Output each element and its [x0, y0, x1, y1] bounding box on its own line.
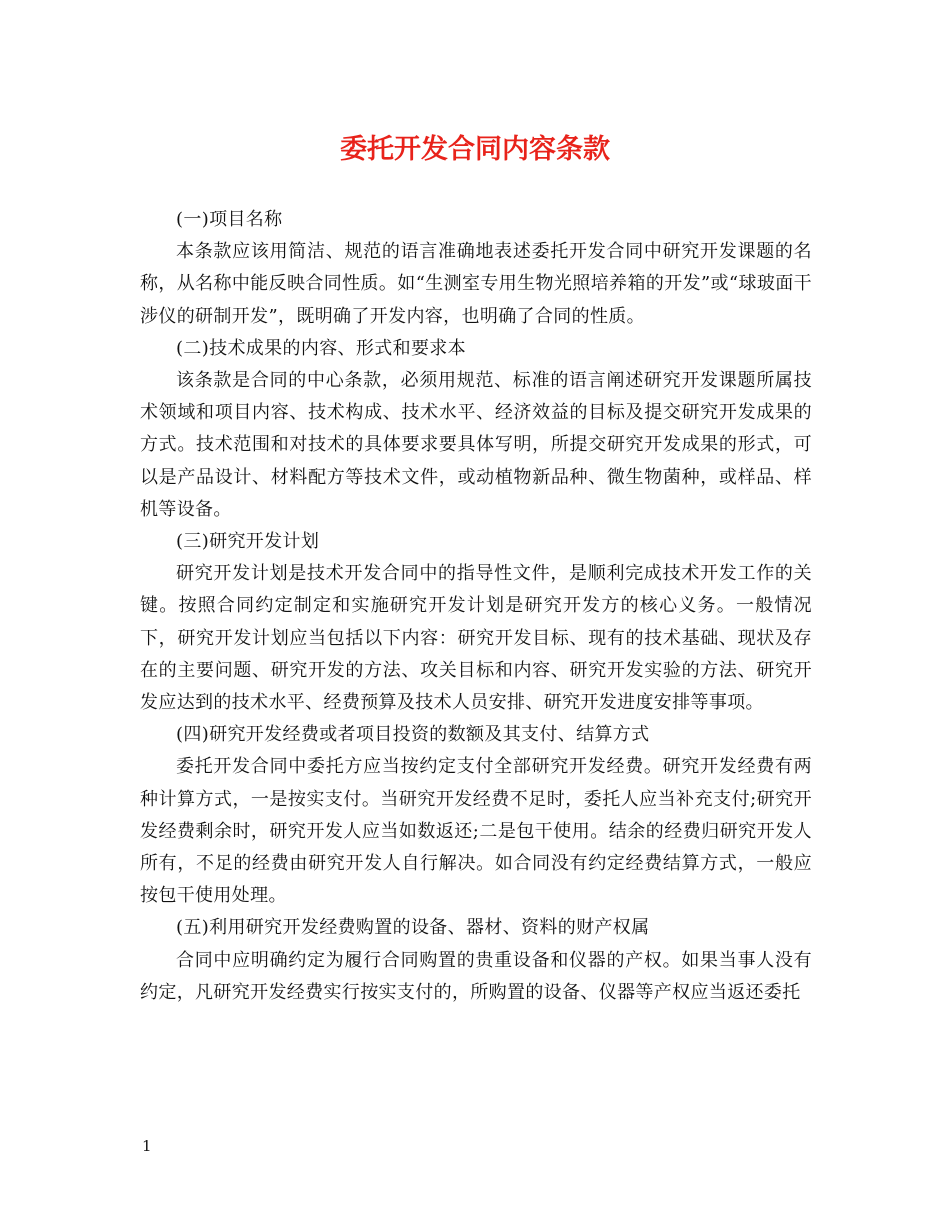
- document-title: 委托开发合同内容条款: [340, 134, 610, 165]
- body-paragraph-5: 合同中应明确约定为履行合同购置的贵重设备和仪器的产权。如果当事人没有约定，凡研究开发经费实行按实支付的，所购置的设备、仪器等产权应当返还委托: [140, 949, 812, 1003]
- section-heading-1: (一)项目名称: [176, 209, 283, 230]
- body-paragraph-3: 研究开发计划是技术开发合同中的指导性文件，是顺利完成技术开发工作的关键。按照合同约定制定和实施研究开发计划是研究开发方的核心义务。一般情况下，研究开发计划应当包括以下内容：研究开发目标、现有的技术基础、现状及存在的主要问题、研究开发的方法、攻关目标和内容、研究开发实验的方法、研究开发应达到的技术水平、经费预算及技术人员安排、研究开发进度安排等事项。: [140, 563, 812, 714]
- section-heading-2: (二)技术成果的内容、形式和要求本: [176, 337, 466, 359]
- document-body: [140, 204, 812, 1009]
- body-paragraph-4: 委托开发合同中委托方应当按约定支付全部研究开发经费。研究开发经费有两种计算方式，一是按实支付。当研究开发经费不足时，委托人应当补充支付;研究开发经费剩余时，研究开发人应当如数返还;二是包干使用。结余的经费归研究开发人所有，不足的经费由研究开发人自行解决。如合同没有约定经费结算方式，一般应按包干使用处理。: [140, 756, 812, 907]
- section-heading-3: (三)研究开发计划: [176, 531, 320, 553]
- section-heading-4: (四)研究开发经费或者项目投资的数额及其支付、结算方式: [176, 724, 650, 746]
- page-number: 1: [142, 1137, 152, 1155]
- body-paragraph-2: 该条款是合同的中心条款，必须用规范、标准的语言阐述研究开发课题所属技术领域和项目内容、技术构成、技术水平、经济效益的目标及提交研究开发成果的方式。技术范围和对技术的具体要求要具体写明，所提交研究开发成果的形式，可以是产品设计、材料配方等技术文件，或动植物新品种、微生物菌种，或样品、样机等设备。: [140, 370, 812, 520]
- section-heading-5: (五)利用研究开发经费购置的设备、器材、资料的财产权属: [176, 917, 650, 939]
- body-paragraph-1: 本条款应该用简洁、规范的语言准确地表述委托开发合同中研究开发课题的名称，从名称中能反映合同性质。如“生测室专用生物光照培养箱的开发”或“球玻面干涉仪的研制开发”，既明确了开发内容，也明确了合同的性质。: [140, 241, 812, 327]
